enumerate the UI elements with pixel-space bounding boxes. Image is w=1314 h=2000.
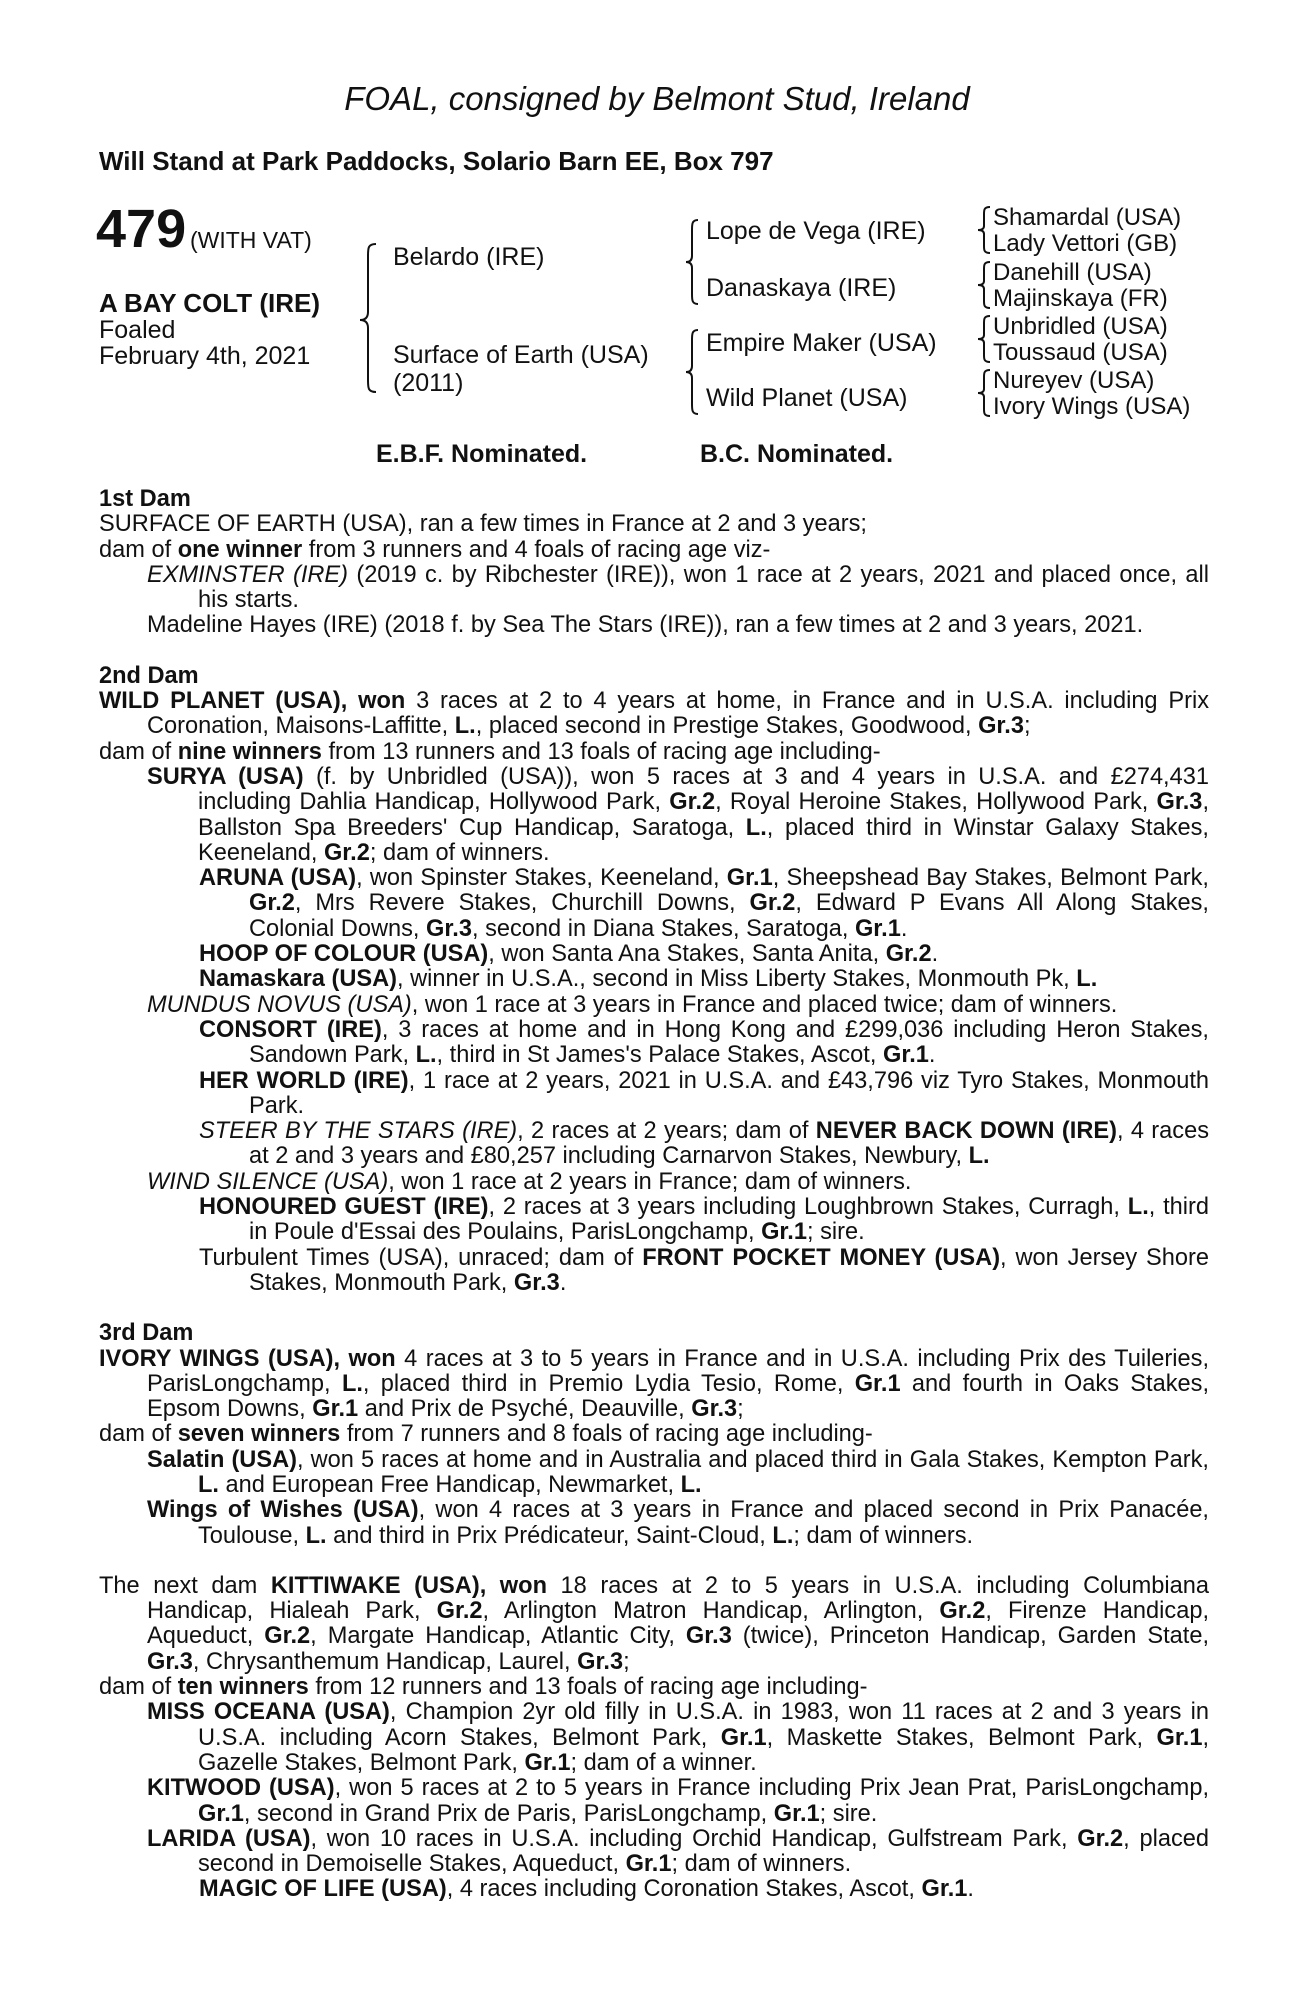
text-segment: Gr.1: [312, 1396, 359, 1423]
text-segment: , placed third in Winstar Galaxy Stakes, Keeneland,: [198, 814, 1209, 866]
text-segment: , 2 races at 3 years including Loughbrown Stakes, Curragh,: [488, 1194, 1128, 1221]
text-segment: HONOURED GUEST (IRE): [199, 1194, 489, 1221]
produce-entry: [99, 563, 1209, 614]
text-segment: , Margate Handicap, Atlantic City,: [310, 1623, 686, 1650]
text-segment: Gr.1: [761, 1219, 807, 1246]
text-segment: Gr.3: [978, 713, 1024, 740]
text-segment: MAGIC OF LIFE (USA): [199, 1876, 447, 1903]
brace-g1: [978, 207, 990, 253]
first-dam-produce: [99, 538, 1209, 563]
text-segment: Gr.3: [147, 1648, 193, 1675]
text-segment: Gr.3: [577, 1648, 624, 1675]
ebf-nomination: E.B.F. Nominated.: [376, 440, 588, 468]
text-segment: , won 5 races at 2 to 5 years in France including Prix Jean Prat, ParisLongchamp,: [334, 1775, 1209, 1802]
brace-main: [360, 244, 376, 392]
text-segment: and Prix de Psyché, Deauville,: [358, 1396, 692, 1423]
text-segment: dam of: [99, 1421, 178, 1448]
text-segment: Gr.2: [1077, 1825, 1124, 1852]
text-segment: L.: [415, 1042, 437, 1069]
text-segment: L.: [745, 814, 767, 841]
text-segment: L.: [968, 1143, 990, 1170]
text-segment: KITTIWAKE (USA), won: [270, 1572, 547, 1599]
produce-entry: [99, 866, 1209, 942]
stand-location: Will Stand at Park Paddocks, Solario Barn EE, Box 797: [99, 146, 774, 176]
text-segment: Salatin (USA): [147, 1446, 297, 1473]
text-segment: , Arlington Matron Handicap, Arlington,: [482, 1598, 940, 1625]
produce-entry: [99, 1448, 1209, 1499]
text-segment: Gr.2: [264, 1623, 311, 1650]
text-segment: Gr.1: [726, 865, 773, 892]
lot-number: 479: [96, 199, 187, 259]
text-segment: L.: [305, 1522, 327, 1549]
text-segment: L.: [1076, 966, 1098, 993]
text-segment: , 1 race at 2 years, 2021 in U.S.A. and £43,796 viz Tyro Stakes, Monmouth Park.: [249, 1067, 1209, 1119]
text-segment: and third in Prix Prédicateur, Saint-Cloud,: [326, 1522, 773, 1549]
grandsire-1: Shamardal (USA): [993, 204, 1182, 231]
text-segment: one winner: [177, 536, 303, 563]
produce-entry: [99, 1195, 1209, 1246]
third-dam-produce: [99, 1422, 1209, 1447]
text-segment: L.: [772, 1522, 794, 1549]
text-segment: .: [967, 1876, 974, 1903]
text-segment: , third in St James's Palace Stakes, Ascot,: [436, 1042, 883, 1069]
text-segment: CONSORT (IRE): [199, 1016, 382, 1043]
bc-nomination: B.C. Nominated.: [700, 440, 894, 468]
text-segment: , won 1 race at 2 years in France; dam of winners.: [388, 1168, 912, 1195]
text-segment: IVORY WINGS (USA), won: [99, 1345, 396, 1372]
text-segment: , 3 races at home and in Hong Kong and £299,036 including Heron Stakes, Sandown Park,: [249, 1016, 1209, 1069]
dam-year: (2011): [393, 369, 464, 397]
text-segment: L.: [1127, 1194, 1149, 1221]
text-segment: , Edward P Evans All Along Stakes, Colonial Downs,: [249, 890, 1209, 942]
text-segment: , won Jersey Shore Stakes, Monmouth Park,: [249, 1244, 1209, 1296]
produce-entry: [99, 993, 1209, 1018]
produce-entry: [99, 1776, 1209, 1827]
text-segment: from 3 runners and 4 foals of racing age viz-: [302, 536, 771, 563]
text-segment: Gr.1: [1156, 1724, 1203, 1751]
text-segment: Gr.2: [885, 941, 932, 968]
sire-name: Belardo (IRE): [393, 243, 545, 271]
text-segment: ten winners: [177, 1674, 309, 1701]
text-segment: , Chrysanthemum Handicap, Laurel,: [192, 1648, 578, 1675]
brace-g3: [978, 316, 990, 362]
produce-entry: [99, 1827, 1209, 1878]
brace-g2: [978, 262, 990, 308]
dam-name: Surface of Earth (USA): [393, 341, 649, 369]
text-segment: Gr.1: [854, 915, 901, 942]
text-segment: , won 5 races at home and in Australia and placed third in Gala Stakes, Kempton Park,: [296, 1446, 1209, 1473]
text-segment: dam of: [99, 738, 178, 765]
text-segment: , won Santa Ana Stakes, Santa Anita,: [488, 941, 886, 968]
text-segment: , Royal Heroine Stakes, Hollywood Park,: [715, 789, 1157, 816]
text-segment: LARIDA (USA): [147, 1825, 311, 1852]
text-segment: L.: [198, 1471, 219, 1498]
text-segment: FRONT POCKET MONEY (USA): [642, 1244, 1001, 1271]
text-segment: Gr.2: [749, 890, 796, 917]
dam-dam-name: Wild Planet (USA): [706, 384, 908, 412]
text-segment: Gr.2: [436, 1598, 483, 1625]
produce-entry: [99, 1877, 1209, 1902]
text-segment: nine winners: [177, 738, 322, 765]
text-segment: , 2 races at 2 years; dam of: [517, 1118, 816, 1145]
text-segment: , 4 races at 2 and 3 years and £80,257 including Carnarvon Stakes, Newbury,: [249, 1118, 1209, 1170]
text-segment: Gr.1: [854, 1370, 901, 1397]
catalogue-body: [99, 487, 1209, 1903]
text-segment: ARUNA (USA): [199, 865, 357, 892]
text-segment: from 7 runners and 8 foals of racing age including-: [340, 1421, 873, 1448]
foaled-label: Foaled: [99, 316, 176, 344]
text-segment: , won 10 races in U.S.A. including Orchid Handicap, Gulfstream Park,: [310, 1825, 1078, 1852]
second-dam-produce: [99, 740, 1209, 765]
text-segment: and European Free Handicap, Newmarket,: [218, 1471, 681, 1498]
produce-entry: [99, 942, 1209, 967]
text-segment: 18 races at 2 to 5 years in U.S.A. including Columbiana Handicap, Hialeah Park,: [147, 1572, 1209, 1625]
first-dam-summary: SURFACE OF EARTH (USA), ran a few times in France at 2 and 3 years;: [99, 511, 867, 538]
text-segment: from 12 runners and 13 foals of racing age including-: [308, 1674, 868, 1701]
text-segment: Gr.1: [773, 1800, 820, 1827]
text-segment: Gr.1: [921, 1876, 968, 1903]
grandsire-3: Unbridled (USA): [993, 313, 1168, 340]
produce-entry: [99, 1246, 1209, 1297]
text-segment: , Gazelle Stakes, Belmont Park,: [198, 1724, 1210, 1776]
produce-entry: [99, 1170, 1209, 1195]
text-segment: (twice), Princeton Handicap, Garden State,: [731, 1623, 1209, 1650]
sire-sire-name: Lope de Vega (IRE): [706, 217, 926, 245]
granddam-1: Lady Vettori (GB): [993, 230, 1178, 257]
text-segment: The next dam: [99, 1572, 271, 1599]
text-segment: Gr.3: [513, 1269, 560, 1296]
text-segment: .: [928, 1042, 936, 1069]
produce-entry: [99, 1498, 1209, 1549]
grandsire-2: Danehill (USA): [993, 259, 1152, 286]
produce-entry: [99, 1700, 1209, 1776]
text-segment: Namaskara (USA): [199, 966, 398, 993]
text-segment: .: [931, 941, 939, 968]
text-segment: (2019 c. by Ribchester (IRE)), won 1 race at 2 years, 2021 and placed once, all his starts.: [198, 561, 1209, 614]
text-segment: MUNDUS NOVUS (USA): [147, 991, 412, 1018]
third-dam-heading: 3rd Dam: [99, 1320, 194, 1347]
text-segment: , second in Diana Stakes, Saratoga,: [471, 915, 855, 942]
page-title: FOAL, consigned by Belmont Stud, Ireland: [344, 80, 970, 117]
first-dam-heading: 1st Dam: [99, 486, 191, 512]
text-segment: and fourth in Oaks Stakes, Epsom Downs,: [147, 1370, 1209, 1423]
produce-entry: [99, 1119, 1209, 1170]
text-segment: , Ballston Spa Breeders' Cup Handicap, Saratoga,: [198, 789, 1209, 841]
text-segment: 4 races at 3 to 5 years in France and in U.S.A. including Prix des Tuileries, ParisLongchamp,: [147, 1345, 1209, 1397]
text-segment: .: [559, 1269, 567, 1296]
text-segment: , Mrs Revere Stakes, Churchill Downs,: [294, 890, 750, 917]
produce-entry: [99, 967, 1209, 992]
produce-entry: [99, 1069, 1209, 1120]
text-segment: Gr.3: [1156, 789, 1203, 816]
brace-sire: [686, 220, 698, 304]
text-segment: ; sire.: [819, 1800, 878, 1827]
text-segment: , third in Poule d'Essai des Poulains, ParisLongchamp,: [249, 1194, 1209, 1246]
text-segment: HER WORLD (IRE): [199, 1067, 409, 1094]
text-segment: seven winners: [177, 1421, 341, 1448]
text-segment: EXMINSTER (IRE): [147, 561, 349, 588]
text-segment: , Firenze Handicap, Aqueduct,: [147, 1598, 1209, 1650]
text-segment: NEVER BACK DOWN (IRE): [815, 1118, 1117, 1145]
text-segment: ; sire.: [807, 1219, 865, 1246]
text-segment: Gr.3: [426, 915, 472, 942]
text-segment: , Sheepshead Bay Stakes, Belmont Park,: [772, 865, 1209, 892]
text-segment: ;: [737, 1396, 744, 1423]
text-segment: , placed third in Premio Lydia Tesio, Rome,: [362, 1370, 855, 1397]
text-segment: Gr.1: [625, 1851, 672, 1878]
second-dam-summary: [99, 689, 1209, 740]
text-segment: (f. by Unbridled (USA)), won 5 races at 3 and 4 years in U.S.A. and £274,431 including Dahlia Handicap, Hollywood Park,: [198, 763, 1209, 816]
text-segment: 3 races at 2 to 4 years at home, in France and in U.S.A. including Prix Coronation, Maisons-Laffitte,: [147, 688, 1209, 740]
text-segment: MISS OCEANA (USA): [147, 1699, 390, 1726]
lot-description: A BAY COLT (IRE): [99, 288, 321, 318]
sire-dam-name: Danaskaya (IRE): [706, 274, 897, 302]
text-segment: dam of: [99, 1674, 178, 1701]
text-segment: Gr.2: [669, 789, 716, 816]
text-segment: , 4 races including Coronation Stakes, Ascot,: [446, 1876, 922, 1903]
third-dam-summary: [99, 1347, 1209, 1423]
text-segment: , won 1 race at 3 years in France and placed twice; dam of winners.: [411, 991, 1118, 1018]
next-dam-produce: [99, 1675, 1209, 1700]
text-segment: , Champion 2yr old filly in U.S.A. in 1983, won 11 races at 2 and 3 years in U.S.A. including Acorn Stakes, Belmont Park,: [198, 1699, 1209, 1751]
dam-sire-name: Empire Maker (USA): [706, 329, 937, 357]
text-segment: Gr.2: [249, 890, 295, 917]
text-segment: Gr.1: [720, 1724, 767, 1751]
foaled-date: February 4th, 2021: [99, 342, 311, 370]
brace-g4: [978, 370, 990, 416]
produce-entry: [99, 765, 1209, 866]
produce-entry: Madeline Hayes (IRE) (2018 f. by Sea The Stars (IRE)), ran a few times at 2 and 3 years, 2021.: [147, 612, 1144, 639]
text-segment: Gr.1: [524, 1749, 571, 1776]
text-segment: Turbulent Times (USA), unraced; dam of: [199, 1244, 643, 1271]
text-segment: Gr.2: [323, 839, 370, 866]
text-segment: , won Spinster Stakes, Keeneland,: [356, 865, 727, 892]
granddam-2: Majinskaya (FR): [993, 285, 1168, 312]
text-segment: , placed second in Demoiselle Stakes, Aqueduct,: [198, 1825, 1209, 1878]
text-segment: ; dam of a winner.: [570, 1749, 757, 1776]
granddam-3: Toussaud (USA): [993, 339, 1168, 366]
produce-entry: [99, 1018, 1209, 1069]
text-segment: Gr.3: [691, 1396, 738, 1423]
vat-note: (WITH VAT): [190, 227, 312, 253]
text-segment: from 13 runners and 13 foals of racing age including-: [321, 738, 881, 765]
text-segment: L.: [680, 1471, 702, 1498]
granddam-4: Ivory Wings (USA): [993, 393, 1191, 420]
text-segment: Wings of Wishes (USA): [147, 1497, 419, 1524]
text-segment: L.: [454, 713, 476, 740]
text-segment: Gr.1: [198, 1800, 244, 1827]
text-segment: , winner in U.S.A., second in Miss Liberty Stakes, Monmouth Pk,: [397, 966, 1077, 993]
text-segment: WILD PLANET (USA), won: [99, 688, 406, 715]
text-segment: ; dam of winners.: [671, 1851, 852, 1878]
text-segment: KITWOOD (USA): [147, 1775, 335, 1802]
text-segment: Gr.3: [685, 1623, 732, 1650]
text-segment: , second in Grand Prix de Paris, ParisLongchamp,: [243, 1800, 774, 1827]
text-segment: ;: [1023, 713, 1031, 740]
text-segment: WIND SILENCE (USA): [147, 1168, 389, 1195]
text-segment: Gr.1: [882, 1042, 929, 1069]
text-segment: , Maskette Stakes, Belmont Park,: [766, 1724, 1157, 1751]
text-segment: , won 4 races at 3 years in France and placed second in Prix Panacée, Toulouse,: [198, 1497, 1209, 1549]
text-segment: ;: [623, 1648, 630, 1675]
text-segment: ; dam of winners.: [369, 839, 550, 866]
text-segment: dam of: [99, 536, 178, 563]
brace-dam: [686, 330, 698, 414]
text-segment: L.: [341, 1370, 363, 1397]
text-segment: , placed second in Prestige Stakes, Goodwood,: [475, 713, 979, 740]
text-segment: HOOP OF COLOUR (USA): [199, 941, 489, 968]
text-segment: STEER BY THE STARS (IRE): [199, 1118, 518, 1145]
text-segment: SURYA (USA): [147, 763, 304, 790]
text-segment: ; dam of winners.: [793, 1522, 974, 1549]
grandsire-4: Nureyev (USA): [993, 367, 1155, 394]
second-dam-heading: 2nd Dam: [99, 662, 199, 689]
text-segment: Gr.2: [939, 1598, 986, 1625]
text-segment: .: [900, 915, 908, 942]
next-dam-summary: [99, 1574, 1209, 1675]
